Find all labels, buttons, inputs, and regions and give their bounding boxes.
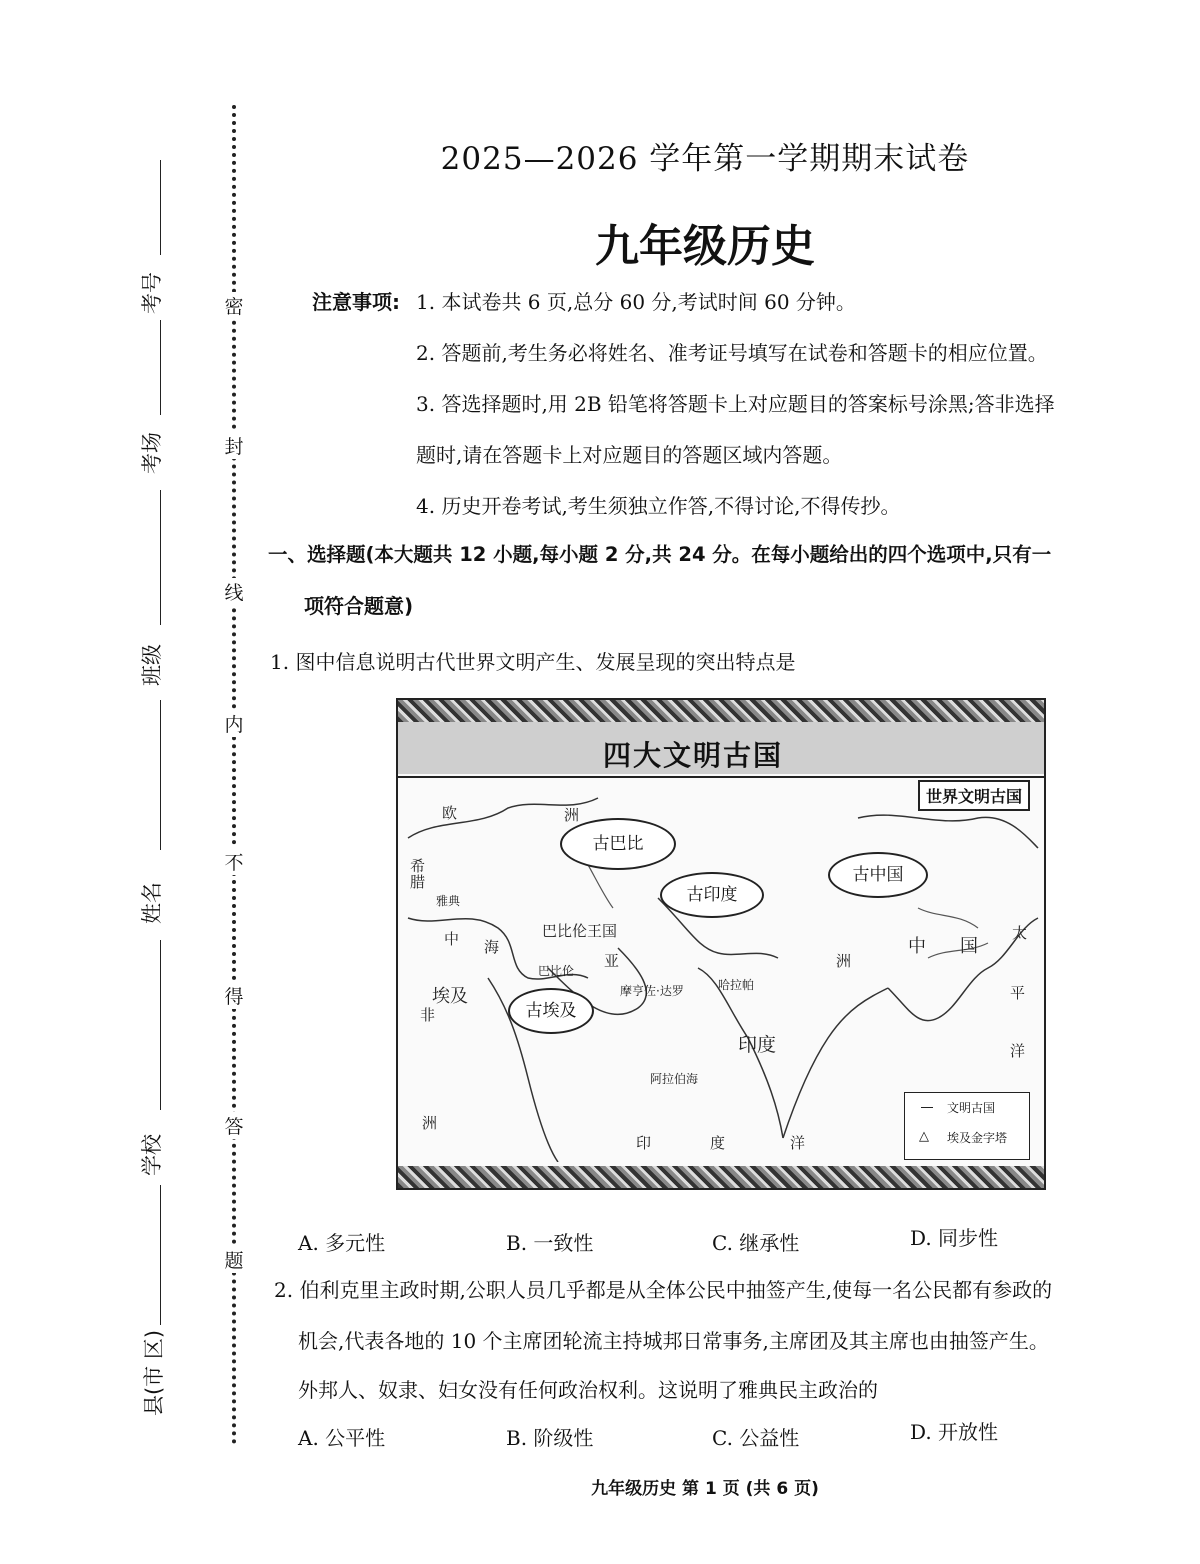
q1-option-c[interactable]: C. 继承性 xyxy=(712,1231,800,1255)
question-2-line-2: 机会,代表各地的 10 个主席团轮流主持城邦日常事务,主席团及其主席也由抽签产生。 xyxy=(298,1329,1049,1353)
banji-line xyxy=(160,490,161,625)
map-label: 洲 xyxy=(836,952,852,970)
map-label: 巴比伦 xyxy=(538,964,575,978)
question-2-line-3: 外邦人、奴隶、妇女没有任何政治权利。这说明了雅典民主政治的 xyxy=(298,1378,878,1402)
seal-char: 封 xyxy=(222,432,246,459)
seal-char: 不 xyxy=(222,848,246,875)
q1-option-b[interactable]: B. 一致性 xyxy=(506,1231,594,1255)
map-label: 国 xyxy=(960,936,978,957)
section-heading: 一、选择题(本大题共 12 小题,每小题 2 分,共 24 分。在每小题给出的四个选项中,只有一 xyxy=(268,543,1052,566)
map-label: 太 xyxy=(1012,924,1028,942)
legend-line-icon xyxy=(921,1107,933,1108)
banji-label: 班级 xyxy=(140,644,164,686)
note-item-3b: 题时,请在答题卡上对应题目的答题区域内答题。 xyxy=(416,443,843,467)
note-item-4: 4. 历史开卷考试,考生须独立作答,不得讨论,不得传抄。 xyxy=(416,494,901,518)
map-label: 印 xyxy=(636,1134,652,1152)
seal-char: 密 xyxy=(222,292,246,319)
q2-option-b[interactable]: B. 阶级性 xyxy=(506,1426,594,1450)
legend-item: 文明古国 xyxy=(947,1101,996,1115)
question-1-stem: 1. 图中信息说明古代世界文明产生、发展呈现的突出特点是 xyxy=(270,650,796,674)
map-label: 埃及 xyxy=(432,986,468,1007)
map-frame-bottom xyxy=(398,1166,1044,1188)
map-label: 巴比伦王国 xyxy=(542,922,618,940)
triangle-icon: △ xyxy=(919,1129,929,1144)
section-heading-cont: 项符合题意) xyxy=(304,594,414,618)
question-2-line-1: 2. 伯利克里主政时期,公职人员几乎都是从全体公民中抽签产生,使每一名公民都有参政的 xyxy=(274,1278,1053,1302)
map-label: 印度 xyxy=(738,1034,777,1056)
map-label: 度 xyxy=(710,1134,726,1152)
map-label: 摩亨佐·达罗 xyxy=(620,984,684,998)
seal-char: 得 xyxy=(222,982,246,1009)
bubble-babylon: 古巴比 xyxy=(560,818,676,870)
map-label: 洲 xyxy=(564,806,580,824)
q1-option-a[interactable]: A. 多元性 xyxy=(298,1231,386,1255)
map-label: 雅典 xyxy=(436,894,461,908)
map-label: 希腊 xyxy=(410,857,426,891)
map-frame-top xyxy=(398,700,1044,722)
map-label: 欧 xyxy=(442,804,458,822)
kaochang-label: 考场 xyxy=(140,432,164,474)
map-label: 洋 xyxy=(1010,1042,1026,1060)
note-item-2: 2. 答题前,考生务必将姓名、准考证号填写在试卷和答题卡的相应位置。 xyxy=(416,341,1048,365)
county-line xyxy=(160,1185,161,1325)
q2-option-a[interactable]: A. 公平性 xyxy=(298,1426,386,1450)
map-label: 中 xyxy=(908,936,926,957)
map-label: 平 xyxy=(1010,984,1026,1002)
seal-char: 答 xyxy=(222,1112,246,1139)
map-label: 洋 xyxy=(790,1134,806,1152)
xuexiao-line xyxy=(160,940,161,1110)
notes-label: 注意事项: xyxy=(312,290,400,314)
bubble-egypt: 古埃及 xyxy=(508,988,594,1034)
q2-option-d[interactable]: D. 开放性 xyxy=(910,1420,999,1444)
note-item-3a: 3. 答选择题时,用 2B 铅笔将答题卡上对应题目的答案标号涂黑;答非选择 xyxy=(416,392,1055,416)
seal-char: 题 xyxy=(222,1246,246,1273)
map-label: 洲 xyxy=(422,1114,438,1132)
exam-subject: 九年级历史 xyxy=(595,221,815,272)
page-footer: 九年级历史 第 1 页 (共 6 页) xyxy=(591,1479,819,1499)
map-label: 亚 xyxy=(604,952,620,970)
map-label: 哈拉帕 xyxy=(718,978,755,992)
seal-char: 内 xyxy=(222,710,246,737)
q1-option-d[interactable]: D. 同步性 xyxy=(910,1226,999,1250)
xingming-line xyxy=(160,700,161,850)
bubble-india: 古印度 xyxy=(660,872,764,918)
civilization-map xyxy=(396,698,1046,1190)
map-legend xyxy=(904,1092,1030,1160)
map-label: 中 xyxy=(444,930,460,948)
county-label: 县(市 区) xyxy=(142,1329,167,1417)
bubble-china: 古中国 xyxy=(828,852,928,898)
kaochang-line xyxy=(160,320,161,415)
q2-option-c[interactable]: C. 公益性 xyxy=(712,1426,800,1450)
xuexiao-label: 学校 xyxy=(140,1134,164,1176)
map-label: 阿拉伯海 xyxy=(650,1072,699,1086)
map-title: 四大文明古国 xyxy=(602,739,783,772)
legend-item: 埃及金字塔 xyxy=(947,1131,1008,1145)
kaohao-label: 考号 xyxy=(140,272,164,314)
seal-char: 线 xyxy=(222,578,246,605)
note-item-1: 1. 本试卷共 6 页,总分 60 分,考试时间 60 分钟。 xyxy=(416,290,856,314)
map-label: 非 xyxy=(420,1006,436,1024)
map-subtitle: 世界文明古国 xyxy=(918,780,1030,811)
exam-title: 2025—2026 学年第一学期期末试卷 xyxy=(440,141,970,177)
map-label: 海 xyxy=(484,938,500,956)
xingming-label: 姓名 xyxy=(140,882,164,924)
